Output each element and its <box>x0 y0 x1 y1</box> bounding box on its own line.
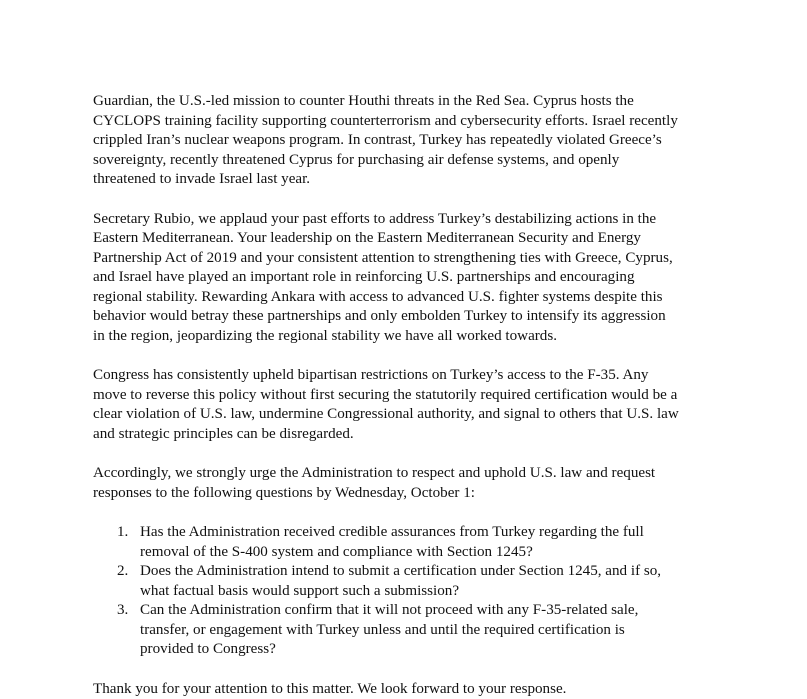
paragraph-line: in the region, jeopardizing the regional stability we have all worked towards. <box>93 327 767 347</box>
paragraph-line: regional stability. Rewarding Ankara with access to advanced U.S. fighter systems despite this <box>93 288 767 308</box>
paragraph-line: sovereignty, recently threatened Cyprus for purchasing air defense systems, and openly <box>93 151 767 171</box>
paragraph-line: responses to the following questions by Wednesday, October 1: <box>93 484 767 504</box>
question-number: 2. <box>117 562 128 582</box>
paragraph-line: Guardian, the U.S.-led mission to counter Houthi threats in the Red Sea. Cyprus hosts the <box>93 92 767 112</box>
question-line: removal of the S-400 system and compliance with Section 1245? <box>140 543 767 563</box>
question-line: Has the Administration received credible assurances from Turkey regarding the full <box>140 523 767 543</box>
question-number: 1. <box>117 523 128 543</box>
paragraph-line: threatened to invade Israel last year. <box>93 170 767 190</box>
paragraph-line: Eastern Mediterranean. Your leadership on the Eastern Mediterranean Security and Energy <box>93 229 767 249</box>
paragraph-line: Accordingly, we strongly urge the Administration to respect and uphold U.S. law and request <box>93 464 767 484</box>
question-item <box>93 523 767 562</box>
paragraph-line: CYCLOPS training facility supporting counterterrorism and cybersecurity efforts. Israel recently <box>93 112 767 132</box>
paragraph-line: Partnership Act of 2019 and your consistent attention to strengthening ties with Greece, Cyprus, <box>93 249 767 269</box>
paragraph-line: Congress has consistently upheld bipartisan restrictions on Turkey’s access to the F-35. Any <box>93 366 767 386</box>
question-line: what factual basis would support such a submission? <box>140 582 767 602</box>
paragraph-allies-context <box>93 92 767 190</box>
question-item <box>93 601 767 660</box>
question-item <box>93 562 767 601</box>
paragraph-line: clear violation of U.S. law, undermine Congressional authority, and signal to others that U.S. law <box>93 405 767 425</box>
question-line: provided to Congress? <box>140 640 767 660</box>
question-line: Does the Administration intend to submit a certification under Section 1245, and if so, <box>140 562 767 582</box>
paragraph-line: crippled Iran’s nuclear weapons program. In contrast, Turkey has repeatedly violated Greece’s <box>93 131 767 151</box>
question-line: transfer, or engagement with Turkey unless and until the required certification is <box>140 621 767 641</box>
questions-list <box>93 523 767 660</box>
paragraph-line: Secretary Rubio, we applaud your past efforts to address Turkey’s destabilizing actions in the <box>93 210 767 230</box>
paragraph-line: move to reverse this policy without first securing the statutorily required certification would be a <box>93 386 767 406</box>
closing-sentence <box>93 680 767 699</box>
paragraph-line: and Israel have played an important role in reinforcing U.S. partnerships and encouraging <box>93 268 767 288</box>
paragraph-congress-restrictions <box>93 366 767 444</box>
closing-line: Thank you for your attention to this matter. We look forward to your response. <box>93 680 767 699</box>
paragraph-line: behavior would betray these partnerships and only embolden Turkey to intensify its aggression <box>93 307 767 327</box>
paragraph-line: and strategic principles can be disregarded. <box>93 425 767 445</box>
paragraph-request <box>93 464 767 503</box>
question-line: Can the Administration confirm that it will not proceed with any F-35-related sale, <box>140 601 767 621</box>
paragraph-secretary-rubio <box>93 210 767 347</box>
question-number: 3. <box>117 601 128 621</box>
